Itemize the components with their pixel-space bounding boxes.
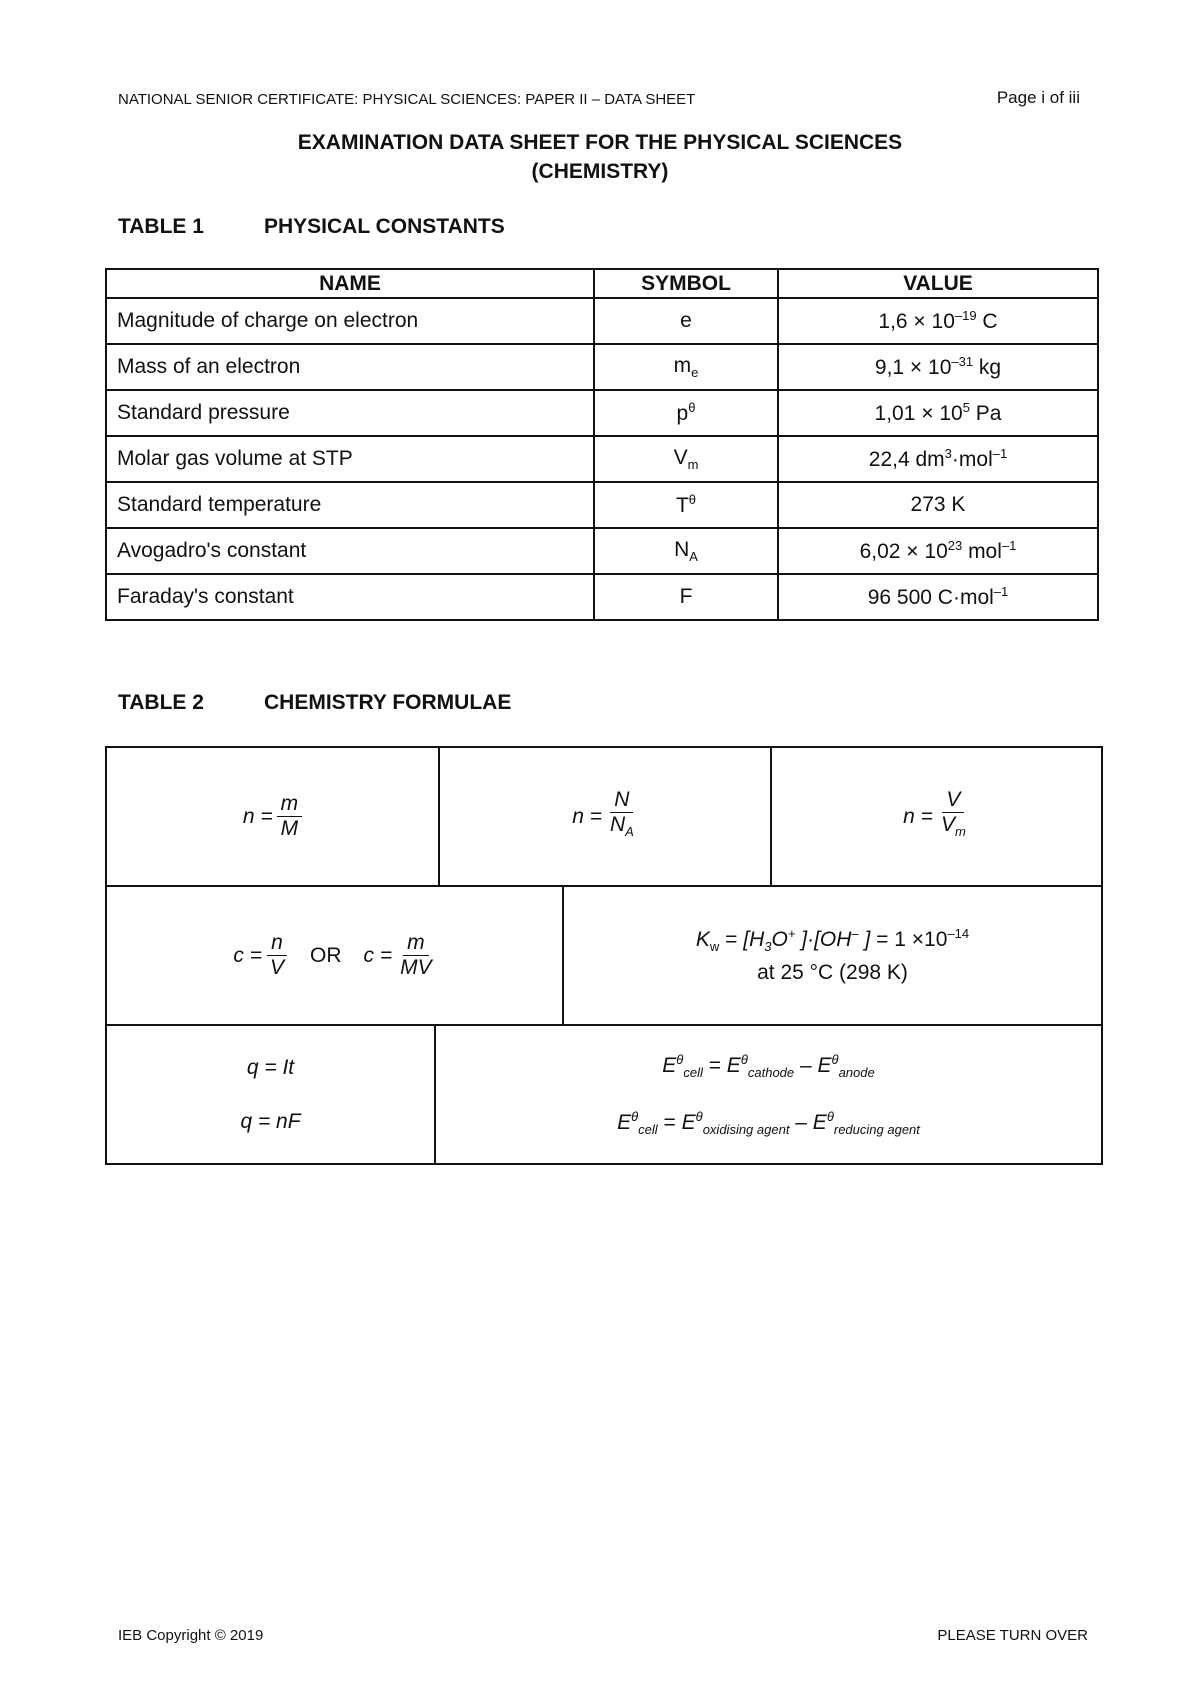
- formula-row: [107, 887, 1101, 1026]
- table-row: [106, 390, 1098, 436]
- constant-symbol: $V_m$: [594, 436, 778, 482]
- table-row: [106, 528, 1098, 574]
- formula-row: [107, 748, 1101, 887]
- formula-n-volume: n = $\frac{V}{V_m}$: [903, 788, 966, 840]
- constant-name: Standard temperature: [106, 482, 594, 528]
- constant-symbol: $m_e$: [594, 344, 778, 390]
- formula-concentration: c = $\frac{n}{V}$ OR c = $\frac{m}{MV}$: [107, 887, 564, 1024]
- table2-name: CHEMISTRY FORMULAE: [264, 691, 512, 714]
- constant-symbol: $T^\theta$: [594, 482, 778, 528]
- constant-symbol: e: [594, 298, 778, 344]
- table-row: [106, 436, 1098, 482]
- table1-number: TABLE 1: [118, 215, 204, 238]
- formula-charge: [107, 1026, 436, 1163]
- table1-name: PHYSICAL CONSTANTS: [264, 215, 505, 238]
- constant-value: $6,02 \times 10^{23}$ mol$^{-1}$: [778, 528, 1098, 574]
- constant-value: $9,1 \times 10^{-31}$ kg: [778, 344, 1098, 390]
- column-header: VALUE: [778, 269, 1098, 298]
- chemistry-formulae-table: [105, 746, 1103, 1165]
- formula-cell-emf: [436, 1026, 1101, 1163]
- constant-name: Mass of an electron: [106, 344, 594, 390]
- formula-emf-electrodes: $E^\theta_{cell} = E^\theta_{cathode} - E^\theta_{anode}$: [662, 1052, 875, 1081]
- turn-over-note: PLEASE TURN OVER: [937, 1627, 1088, 1644]
- document-subtitle: (CHEMISTRY): [531, 160, 669, 183]
- page-number: Page i of iii: [996, 88, 1080, 107]
- constant-name: Standard pressure: [106, 390, 594, 436]
- formula-row: [107, 1026, 1101, 1163]
- formula-n-mass: n = $\frac{m}{M}$: [107, 748, 440, 885]
- constant-value: $1,01 \times 10^5$ Pa: [778, 390, 1098, 436]
- constant-symbol: F: [594, 574, 778, 620]
- formula-charge-faraday: q = nF: [240, 1109, 301, 1133]
- table-row: [106, 482, 1098, 528]
- constant-symbol: $p^\theta$: [594, 390, 778, 436]
- formula-charge-current: q = It: [246, 1055, 295, 1079]
- physical-constants-table: [105, 268, 1099, 621]
- table2-number: TABLE 2: [118, 691, 204, 714]
- constant-name: Magnitude of charge on electron: [106, 298, 594, 344]
- constant-symbol: $N_A$: [594, 528, 778, 574]
- constant-name: Molar gas volume at STP: [106, 436, 594, 482]
- constant-value: 273 K: [778, 482, 1098, 528]
- formula-kw: [564, 887, 1101, 1024]
- copyright: IEB Copyright © 2019: [118, 1627, 264, 1644]
- table2-heading: [118, 691, 511, 715]
- document-title: EXAMINATION DATA SHEET FOR THE PHYSICAL SCIENCES: [297, 131, 903, 154]
- table-row: [106, 574, 1098, 620]
- table1-heading: [118, 215, 505, 239]
- formula-n-particles: n = $\frac{N}{N_A}$: [440, 748, 772, 885]
- table-header-row: [106, 269, 1098, 298]
- constant-name: Avogadro's constant: [106, 528, 594, 574]
- table-row: [106, 344, 1098, 390]
- constant-value: $1,6 \times 10^{-19}$ C: [778, 298, 1098, 344]
- header-title: NATIONAL SENIOR CERTIFICATE: PHYSICAL SCIENCES: PAPER II – DATA SHEET: [118, 91, 696, 108]
- constant-name: Faraday's constant: [106, 574, 594, 620]
- page-footer: [118, 1627, 1088, 1644]
- column-header: NAME: [106, 269, 594, 298]
- constant-value: 96 500 C·mol$^{-1}$: [778, 574, 1098, 620]
- constant-value: 22,4 $dm^3\cdot mol^{-1}$: [778, 436, 1098, 482]
- formula-emf-agents: $E^\theta_{cell} = E^\theta_{oxidising agent} - E^\theta_{reducing agent}$: [617, 1108, 920, 1137]
- page-header: [118, 88, 1080, 112]
- table-row: [106, 298, 1098, 344]
- formula-kw-equation: $K_w = [H_3O^+$ ]·[OH– ] = $1 \times 10^{-14}$: [695, 926, 970, 955]
- formula-kw-condition: at 25 °C (298 K): [757, 960, 908, 984]
- column-header: SYMBOL: [594, 269, 778, 298]
